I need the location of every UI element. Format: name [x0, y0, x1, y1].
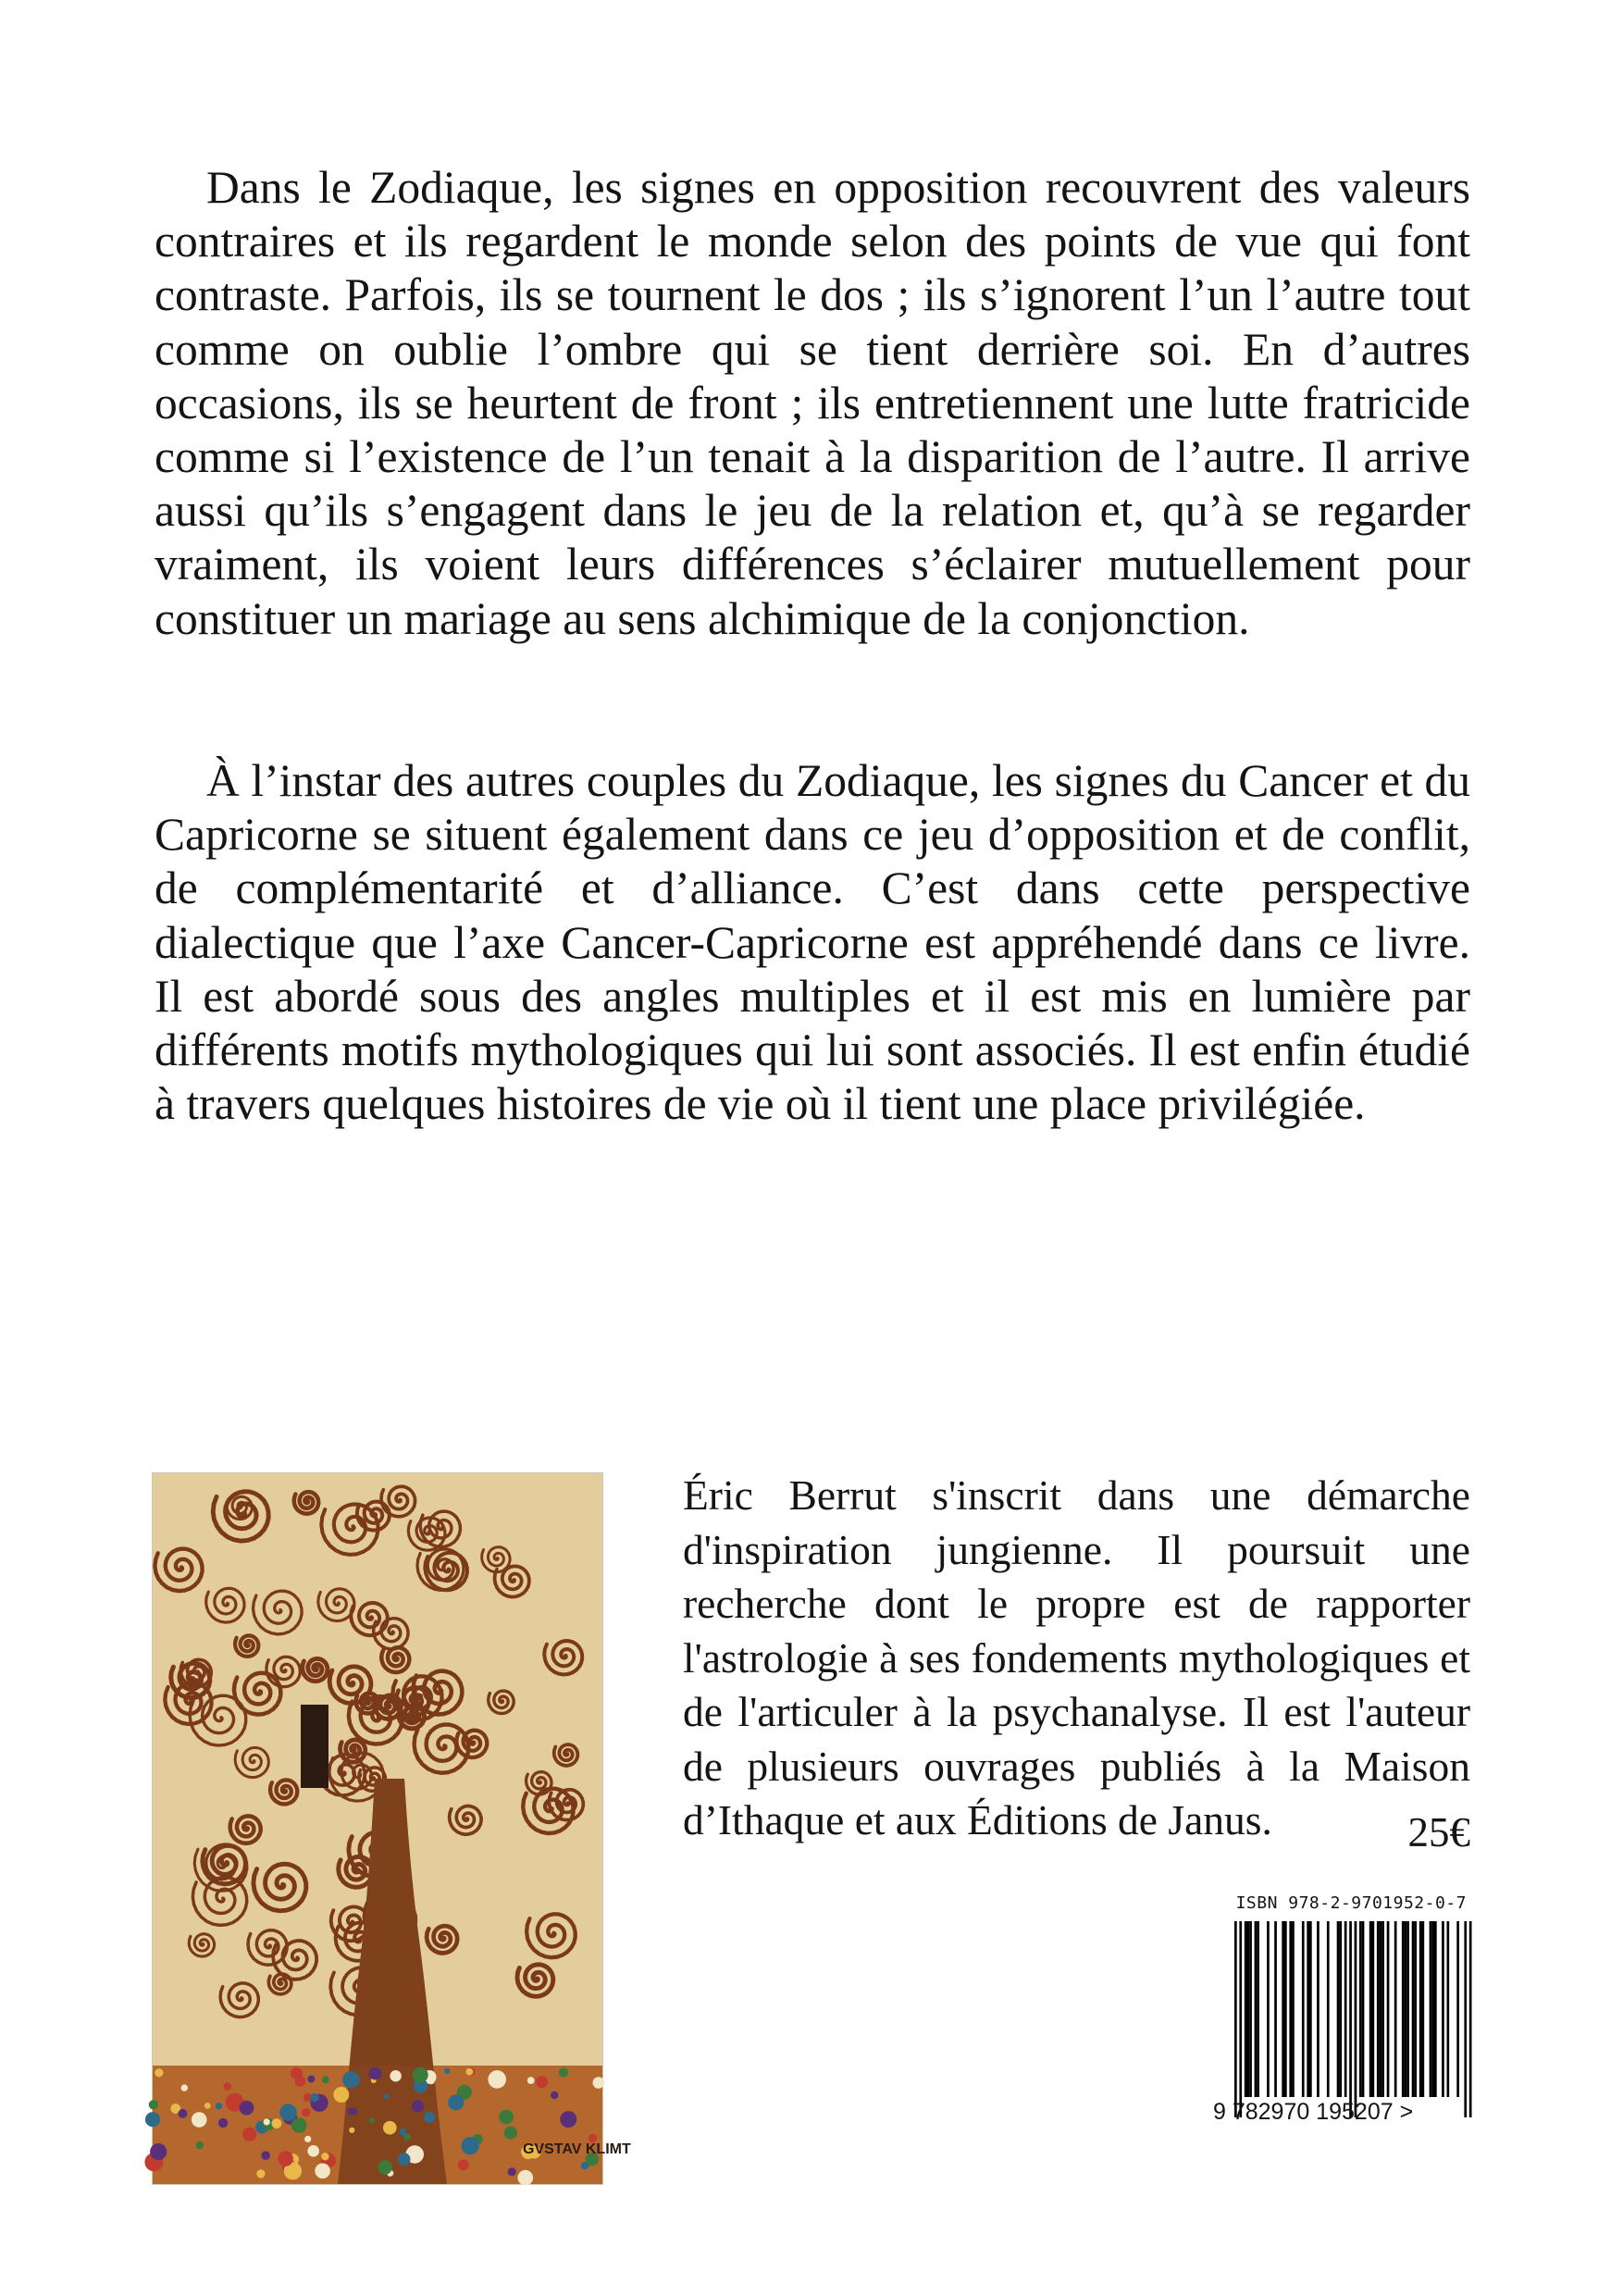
flower-ornament [413, 2067, 428, 2083]
barcode-bar [1284, 1921, 1287, 2097]
barcode-bar [1380, 1921, 1382, 2097]
barcode-bar [1234, 1921, 1237, 2117]
barcode-bar [1381, 1921, 1384, 2097]
barcode-bar [1406, 1921, 1409, 2097]
price: 25€ [1407, 1809, 1470, 1855]
flower-ornament [192, 2112, 207, 2128]
flower-ornament [349, 2128, 354, 2133]
barcode-bar [1282, 1921, 1284, 2097]
barcode-bar [1442, 1921, 1444, 2097]
tree-of-life-image [153, 1473, 631, 2184]
barcode-bar [1430, 1921, 1432, 2097]
barcode-bar [1292, 1921, 1295, 2097]
barcode-bar [1274, 1921, 1277, 2097]
barcode-bar [1419, 1921, 1422, 2097]
barcode-bar [1359, 1921, 1362, 2097]
barcode-bar [1309, 1921, 1312, 2097]
flower-ornament [204, 2103, 211, 2109]
barcode-bar [1302, 1921, 1305, 2097]
barcode-bar [1289, 1921, 1292, 2097]
flower-ornament [150, 2143, 167, 2160]
flower-ornament [145, 2112, 160, 2127]
flower-ornament [518, 2170, 534, 2186]
barcode-bar [1257, 1921, 1259, 2097]
flower-ornament [499, 2110, 514, 2125]
flower-ornament [444, 2068, 450, 2074]
barcode-bar [1369, 1921, 1372, 2097]
tree-of-life-painting [152, 1472, 631, 2185]
flower-ornament [378, 2160, 391, 2174]
barcode-bar [1245, 1921, 1247, 2097]
flower-ornament [242, 2128, 256, 2141]
barcode-bar [1464, 1921, 1467, 2117]
flower-ornament [384, 2093, 390, 2099]
barcode-bar [1349, 1921, 1352, 2117]
barcode-bar [1307, 1921, 1309, 2097]
flower-ornament [307, 2076, 315, 2083]
flower-ornament [559, 2067, 568, 2077]
flower-ornament [322, 2076, 329, 2083]
barcode-bar [1422, 1921, 1425, 2097]
flower-ornament [272, 2118, 282, 2128]
flower-ornament [149, 2100, 158, 2109]
barcode-bar [1387, 1921, 1390, 2097]
flower-ornament [424, 2112, 435, 2123]
flower-ornament [178, 2109, 187, 2118]
flower-ornament [488, 2070, 506, 2089]
barcode-bar [1447, 1921, 1450, 2097]
flower-ornament [315, 2164, 330, 2179]
barcode-bar [1337, 1921, 1340, 2097]
flower-ornament [508, 2167, 516, 2176]
barcode-bar [1405, 1921, 1407, 2097]
flower-ornament [240, 2101, 254, 2116]
barcode-bars [1221, 1921, 1485, 2121]
flower-ornament [369, 2117, 375, 2123]
flower-ornament [347, 2108, 354, 2116]
barcode-bar [1339, 1921, 1342, 2097]
flower-ornament [466, 2068, 474, 2076]
flower-ornament [264, 2118, 270, 2125]
flower-ornament [593, 2077, 605, 2089]
flower-ornament [224, 2082, 231, 2090]
flower-ornament [278, 2151, 293, 2166]
flower-ornament [403, 2133, 411, 2141]
flower-ornament [321, 2153, 328, 2160]
barcode-bar [1414, 1921, 1417, 2097]
flower-ornament [218, 2118, 228, 2128]
barcode-bar [1239, 1921, 1242, 2117]
flower-ornament [448, 2094, 464, 2110]
barcode-bar [1247, 1921, 1250, 2097]
barcode-bar [1469, 1921, 1472, 2117]
barcode-bar [1431, 1921, 1434, 2097]
flower-ornament [302, 2108, 310, 2116]
intro-paragraph-2: À l’instar des autres couples du Zodiaque, les signes du Cancer et du Capricorne se situent également dans ce jeu d’opposition et de conflit, de complémentarité et d’alliance. C’est dans cette perspective dialectique que l’axe Cancer-Capricorne est appréhendé dans ce livre. Il est abordé sous des angles multiples et il est mis en lumière par différents motifs mythologiques qui lui sont associés. Il est enfin étudié à travers quelques histoires de vie où il tient une place privilégiée. [155, 755, 1470, 1130]
flower-ornament [196, 2141, 204, 2149]
barcode-bar [1249, 1921, 1252, 2097]
author-bio: Éric Berrut s'inscrit dans une démarche d'inspiration jungienne. Il poursuit une recherche dont le propre est de rapporter l'astrologie à ses fondements mythologiques et de l'articuler à la psychanalyse. Il est l'auteur de plusieurs ouvrages publiés à la Maison d’Ithaque et aux Éditions de Janus. [683, 1471, 1470, 1843]
barcode-bar [1355, 1921, 1357, 2117]
flower-ornament [383, 2121, 397, 2135]
flower-ornament [342, 2071, 359, 2088]
flower-ornament [181, 2084, 188, 2091]
barcode-bar [1372, 1921, 1375, 2097]
flower-ornament [155, 2068, 163, 2077]
flower-ornament [216, 2103, 223, 2110]
barcode-bar [1327, 1921, 1330, 2097]
flower-ornament [291, 2067, 303, 2079]
ean-barcode [1221, 1921, 1485, 2121]
flower-ornament [369, 2067, 382, 2080]
flower-ornament [504, 2127, 517, 2140]
flower-ornament [279, 2104, 297, 2121]
barcode-bar [1394, 1921, 1397, 2097]
flower-ornament [551, 2091, 558, 2099]
flower-ornament [304, 2136, 311, 2142]
flower-ornament [458, 2160, 469, 2171]
flower-ornament [398, 2153, 411, 2166]
flower-ornament [310, 2093, 318, 2102]
barcode-bar [1344, 1921, 1347, 2097]
barcode-bar [1317, 1921, 1319, 2097]
barcode-bar [1434, 1921, 1437, 2097]
flower-ornament [560, 2111, 576, 2128]
flower-ornament [256, 2169, 265, 2178]
flower-ornament [390, 2070, 401, 2081]
intro-paragraph-1: Dans le Zodiaque, les signes en opposition recouvrent des valeurs contraires et ils regardent le monde selon des points de vue qui font contraste. Parfois, ils se tournent le dos ; ils s’ignorent l’un l’autre tout comme on oublie l’ombre qui se tient derrière soi. En d’autres occasions, ils se heurtent de front ; ils entretiennent une lutte fratricide comme si l’existence de l’un tenait à la disparition de l’autre. Il arrive aussi qu’ils s’engagent dans le jeu de la relation et, qu’à se regarder vraiment, ils voient leurs différences s’éclairer mutuellement pour constituer un mariage au sens alchimique de la conjonction. [155, 162, 1470, 644]
flower-ornament [527, 2077, 535, 2084]
barcode-bar [1362, 1921, 1365, 2097]
barcode-bar [1456, 1921, 1459, 2097]
flower-ornament [462, 2137, 479, 2154]
barcode-bar [1267, 1921, 1270, 2097]
flower-ornament [333, 2087, 349, 2103]
flower-ornament [291, 2117, 307, 2133]
barcode-bar [1402, 1921, 1405, 2097]
isbn-label: ISBN 978-2-9701952-0-7 [1235, 1893, 1467, 1913]
flower-ornament [307, 2145, 319, 2157]
painting-signature: GVSTAV KLIMT [523, 2141, 631, 2157]
flower-ornament [261, 2151, 270, 2160]
barcode-digits: 9 782970 195207 > [1213, 2099, 1414, 2125]
barcode-bar [1255, 1921, 1258, 2097]
flower-ornament [412, 2100, 424, 2112]
flower-ornament [581, 2162, 588, 2169]
flower-ornament [536, 2076, 548, 2088]
barcode-bar [1412, 1921, 1415, 2097]
barcode-bar [1377, 1921, 1380, 2097]
